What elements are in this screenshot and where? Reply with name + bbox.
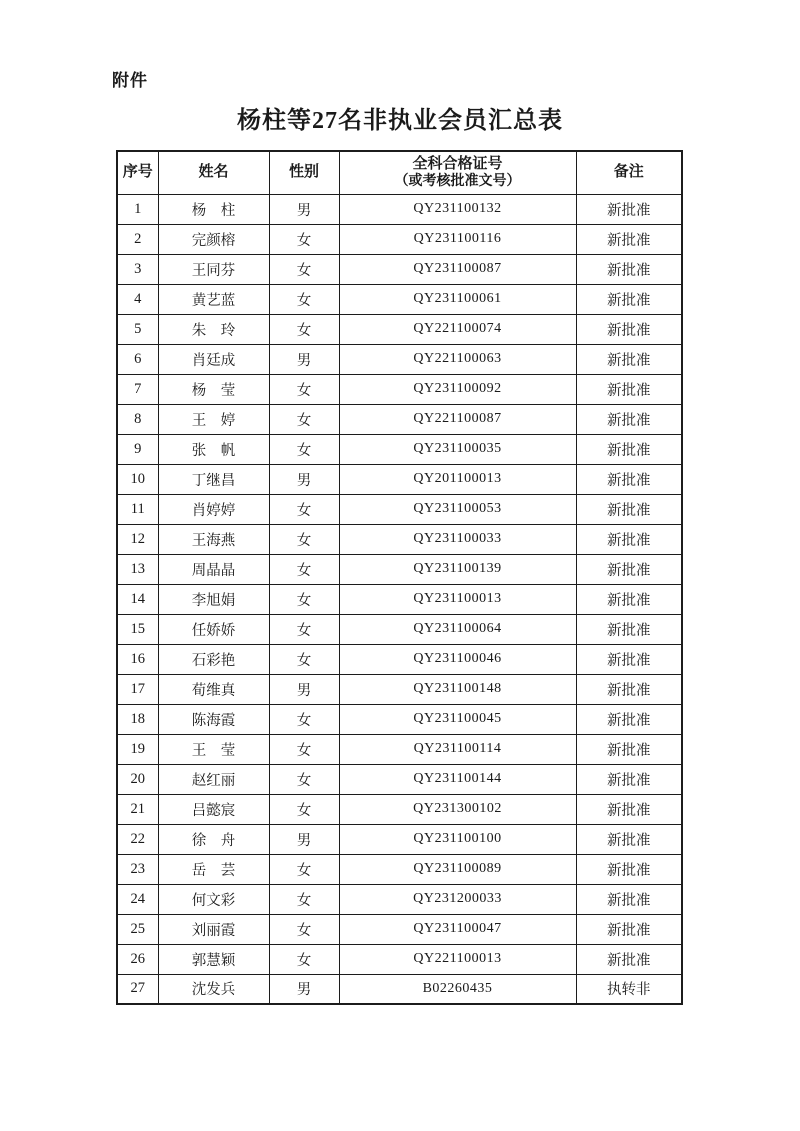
cell-name: 任娇娇	[158, 614, 269, 644]
cell-cert: QY231100100	[339, 824, 576, 854]
cell-gender: 女	[269, 494, 339, 524]
cell-name: 丁继昌	[158, 464, 269, 494]
cell-serial: 9	[117, 434, 158, 464]
cell-remark: 新批准	[576, 494, 682, 524]
column-header-gender: 性别	[269, 151, 339, 194]
cell-gender: 男	[269, 974, 339, 1004]
table-row	[117, 854, 682, 884]
cell-cert: QY201100013	[339, 464, 576, 494]
cell-name: 李旭娟	[158, 584, 269, 614]
cell-cert: QY231100033	[339, 524, 576, 554]
table-row	[117, 734, 682, 764]
cell-serial: 23	[117, 854, 158, 884]
table-row	[117, 284, 682, 314]
cell-gender: 女	[269, 224, 339, 254]
members-table	[116, 150, 683, 1005]
cell-serial: 24	[117, 884, 158, 914]
cell-gender: 女	[269, 764, 339, 794]
cell-serial: 19	[117, 734, 158, 764]
cell-name: 岳 芸	[158, 854, 269, 884]
cell-name: 王 婷	[158, 404, 269, 434]
table-row	[117, 584, 682, 614]
cell-serial: 5	[117, 314, 158, 344]
cell-remark: 新批准	[576, 434, 682, 464]
cell-name: 荀维真	[158, 674, 269, 704]
cell-gender: 女	[269, 554, 339, 584]
cell-remark: 新批准	[576, 794, 682, 824]
cell-name: 周晶晶	[158, 554, 269, 584]
cell-remark: 执转非	[576, 974, 682, 1004]
cell-serial: 22	[117, 824, 158, 854]
certificate-header-line2: （或考核批准文号）	[394, 174, 521, 190]
table-row	[117, 464, 682, 494]
cell-serial: 18	[117, 704, 158, 734]
cell-name: 肖廷成	[158, 344, 269, 374]
cell-gender: 女	[269, 434, 339, 464]
cell-serial: 27	[117, 974, 158, 1004]
cell-cert: B02260435	[339, 974, 576, 1004]
table-row	[117, 314, 682, 344]
cell-cert: QY231200033	[339, 884, 576, 914]
cell-remark: 新批准	[576, 464, 682, 494]
table-row	[117, 674, 682, 704]
cell-cert: QY231100114	[339, 734, 576, 764]
cell-remark: 新批准	[576, 764, 682, 794]
cell-serial: 8	[117, 404, 158, 434]
cell-serial: 26	[117, 944, 158, 974]
table-row	[117, 434, 682, 464]
cell-remark: 新批准	[576, 854, 682, 884]
cell-name: 杨 柱	[158, 194, 269, 224]
cell-cert: QY231100144	[339, 764, 576, 794]
table-row	[117, 944, 682, 974]
table-row	[117, 254, 682, 284]
cell-serial: 21	[117, 794, 158, 824]
table-row	[117, 404, 682, 434]
cell-gender: 女	[269, 854, 339, 884]
cell-name: 沈发兵	[158, 974, 269, 1004]
table-row	[117, 554, 682, 584]
table-row	[117, 194, 682, 224]
table-row	[117, 794, 682, 824]
table-header-row	[117, 151, 682, 194]
cell-serial: 20	[117, 764, 158, 794]
cell-gender: 女	[269, 704, 339, 734]
cell-serial: 2	[117, 224, 158, 254]
cell-gender: 女	[269, 524, 339, 554]
cell-gender: 男	[269, 464, 339, 494]
cell-gender: 女	[269, 884, 339, 914]
cell-gender: 女	[269, 734, 339, 764]
column-header-certificate	[339, 151, 576, 194]
cell-cert: QY231100013	[339, 584, 576, 614]
cell-cert: QY231100087	[339, 254, 576, 284]
column-header-serial: 序号	[117, 151, 158, 194]
cell-cert: QY231100064	[339, 614, 576, 644]
cell-cert: QY231100139	[339, 554, 576, 584]
cell-name: 吕懿宸	[158, 794, 269, 824]
table-row	[117, 644, 682, 674]
cell-cert: QY231100035	[339, 434, 576, 464]
cell-cert: QY231100092	[339, 374, 576, 404]
cell-remark: 新批准	[576, 614, 682, 644]
cell-remark: 新批准	[576, 914, 682, 944]
cell-gender: 男	[269, 674, 339, 704]
cell-cert: QY231100047	[339, 914, 576, 944]
table-row	[117, 224, 682, 254]
cell-gender: 女	[269, 284, 339, 314]
cell-cert: QY231100053	[339, 494, 576, 524]
cell-name: 郭慧颖	[158, 944, 269, 974]
cell-remark: 新批准	[576, 674, 682, 704]
cell-remark: 新批准	[576, 524, 682, 554]
cell-cert: QY231100132	[339, 194, 576, 224]
cell-gender: 男	[269, 824, 339, 854]
column-header-remark: 备注	[576, 151, 682, 194]
cell-serial: 25	[117, 914, 158, 944]
cell-name: 赵红丽	[158, 764, 269, 794]
cell-remark: 新批准	[576, 944, 682, 974]
cell-gender: 女	[269, 794, 339, 824]
cell-gender: 男	[269, 194, 339, 224]
table-row	[117, 974, 682, 1004]
cell-remark: 新批准	[576, 644, 682, 674]
cell-gender: 女	[269, 644, 339, 674]
cell-serial: 1	[117, 194, 158, 224]
cell-cert: QY231100148	[339, 674, 576, 704]
cell-gender: 女	[269, 254, 339, 284]
cell-name: 王同芬	[158, 254, 269, 284]
cell-name: 肖婷婷	[158, 494, 269, 524]
cell-gender: 男	[269, 344, 339, 374]
cell-cert: QY231100061	[339, 284, 576, 314]
cell-remark: 新批准	[576, 734, 682, 764]
cell-cert: QY231100089	[339, 854, 576, 884]
cell-gender: 女	[269, 944, 339, 974]
cell-cert: QY221100013	[339, 944, 576, 974]
page-title: 杨柱等27名非执业会员汇总表	[237, 108, 563, 134]
cell-serial: 7	[117, 374, 158, 404]
cell-remark: 新批准	[576, 194, 682, 224]
cell-serial: 3	[117, 254, 158, 284]
cell-name: 王海燕	[158, 524, 269, 554]
cell-remark: 新批准	[576, 224, 682, 254]
table-row	[117, 344, 682, 374]
cell-cert: QY221100063	[339, 344, 576, 374]
table-row	[117, 914, 682, 944]
cell-remark: 新批准	[576, 884, 682, 914]
cell-name: 徐 舟	[158, 824, 269, 854]
cell-cert: QY231100045	[339, 704, 576, 734]
cell-remark: 新批准	[576, 824, 682, 854]
cell-gender: 女	[269, 584, 339, 614]
cell-remark: 新批准	[576, 404, 682, 434]
cell-cert: QY231100046	[339, 644, 576, 674]
table-row	[117, 374, 682, 404]
cell-remark: 新批准	[576, 554, 682, 584]
cell-serial: 16	[117, 644, 158, 674]
cell-remark: 新批准	[576, 284, 682, 314]
cell-gender: 女	[269, 404, 339, 434]
table-row	[117, 824, 682, 854]
cell-remark: 新批准	[576, 314, 682, 344]
cell-remark: 新批准	[576, 584, 682, 614]
table-row	[117, 524, 682, 554]
cell-serial: 6	[117, 344, 158, 374]
attachment-label: 附件	[112, 71, 148, 90]
cell-gender: 女	[269, 614, 339, 644]
cell-name: 石彩艳	[158, 644, 269, 674]
cell-name: 何文彩	[158, 884, 269, 914]
table-row	[117, 704, 682, 734]
cell-serial: 15	[117, 614, 158, 644]
cell-serial: 4	[117, 284, 158, 314]
cell-serial: 12	[117, 524, 158, 554]
cell-name: 张 帆	[158, 434, 269, 464]
cell-name: 杨 莹	[158, 374, 269, 404]
cell-name: 刘丽霞	[158, 914, 269, 944]
table-row	[117, 764, 682, 794]
cell-remark: 新批准	[576, 254, 682, 284]
cell-name: 完颜榕	[158, 224, 269, 254]
cell-cert: QY231100116	[339, 224, 576, 254]
cell-remark: 新批准	[576, 374, 682, 404]
table-row	[117, 884, 682, 914]
cell-serial: 13	[117, 554, 158, 584]
cell-serial: 10	[117, 464, 158, 494]
cell-name: 陈海霞	[158, 704, 269, 734]
table-row	[117, 494, 682, 524]
cell-name: 朱 玲	[158, 314, 269, 344]
cell-serial: 14	[117, 584, 158, 614]
cell-name: 王 莹	[158, 734, 269, 764]
cell-gender: 女	[269, 914, 339, 944]
cell-cert: QY221100087	[339, 404, 576, 434]
cell-gender: 女	[269, 374, 339, 404]
certificate-header-line1: 全科合格证号	[412, 155, 503, 172]
cell-name: 黄艺蓝	[158, 284, 269, 314]
cell-cert: QY221100074	[339, 314, 576, 344]
table-row	[117, 614, 682, 644]
cell-remark: 新批准	[576, 344, 682, 374]
cell-gender: 女	[269, 314, 339, 344]
cell-serial: 17	[117, 674, 158, 704]
cell-serial: 11	[117, 494, 158, 524]
cell-remark: 新批准	[576, 704, 682, 734]
column-header-name: 姓名	[158, 151, 269, 194]
cell-cert: QY231300102	[339, 794, 576, 824]
